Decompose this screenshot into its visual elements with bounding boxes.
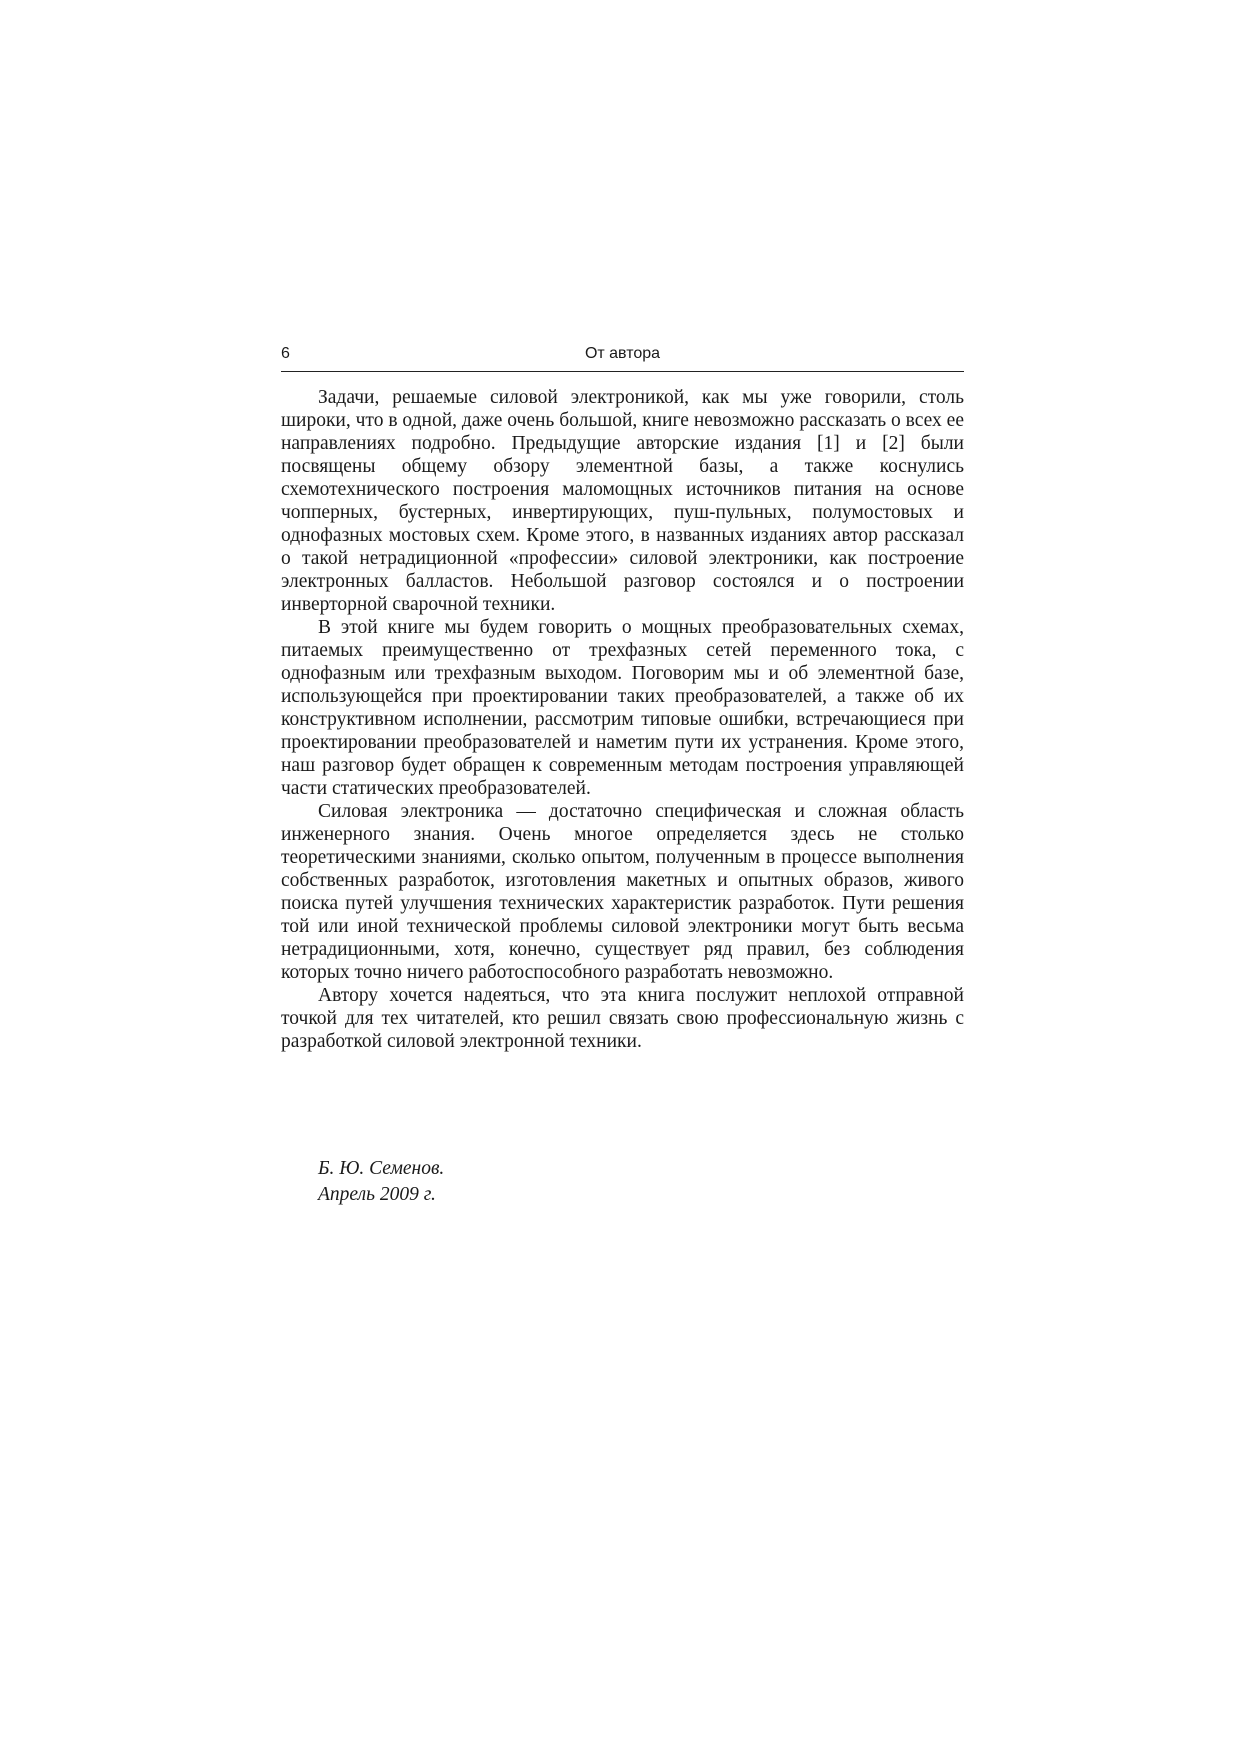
running-title: От автора: [584, 345, 661, 362]
signature-date: Апрель 2009 г.: [318, 1184, 436, 1205]
body-text: [281, 386, 964, 1053]
paragraph: В этой книге мы будем говорить о мощных преобразовательных схемах, питаемых преимущественно от трехфазных сетей переменного тока, с однофазным или трехфазным выходом. Поговорим мы и об элементной базе, использующейся при проектировании таких преобразователей, а также об их конструктивном исполнении, рассмотрим типовые ошибки, встречающиеся при проектировании преобразователей и наметим пути их устранения. Кроме этого, наш разговор будет обращен к современным методам построения управляющей части статических преобразователей.: [281, 617, 964, 799]
signature-author: Б. Ю. Семенов.: [318, 1158, 445, 1179]
page-number: 6: [281, 345, 290, 362]
paragraph: Автору хочется надеяться, что эта книга послужит неплохой отправной точкой для тех читателей, кто решил связать свою профессиональную жизнь с разработкой силовой электронной техники.: [281, 985, 964, 1052]
paragraph: Задачи, решаемые силовой электроникой, как мы уже говорили, столь широки, что в одной, даже очень большой, книге невозможно рассказать о всех ее направлениях подробно. Предыдущие авторские издания [1] и [2] были посвящены общему обзору элементной базы, а также коснулись схемотехнического построения маломощных источников питания на основе чопперных, бустерных, инвертирующих, пуш-пульных, полумостовых и однофазных мостовых схем. Кроме этого, в названных изданиях автор рассказал о такой нетрадиционной «профессии» силовой электроники, как построение электронных балластов. Небольшой разговор состоялся и о построении инверторной сварочной техники.: [281, 387, 964, 615]
paragraph: Силовая электроника — достаточно специфическая и сложная область инженерного знания. Очень многое определяется здесь не столько теоретическими знаниями, сколько опытом, полученным в процессе выполнения собственных разработок, изготовления макетных и опытных образов, живого поиска путей улучшения технических характеристик разработок. Пути решения той или иной технической проблемы силовой электроники могут быть весьма нетрадиционными, хотя, конечно, существует ряд правил, без соблюдения которых точно ничего работоспособного разработать невозможно.: [281, 801, 964, 983]
page-header: [281, 341, 964, 372]
signature-block: [318, 1156, 444, 1208]
